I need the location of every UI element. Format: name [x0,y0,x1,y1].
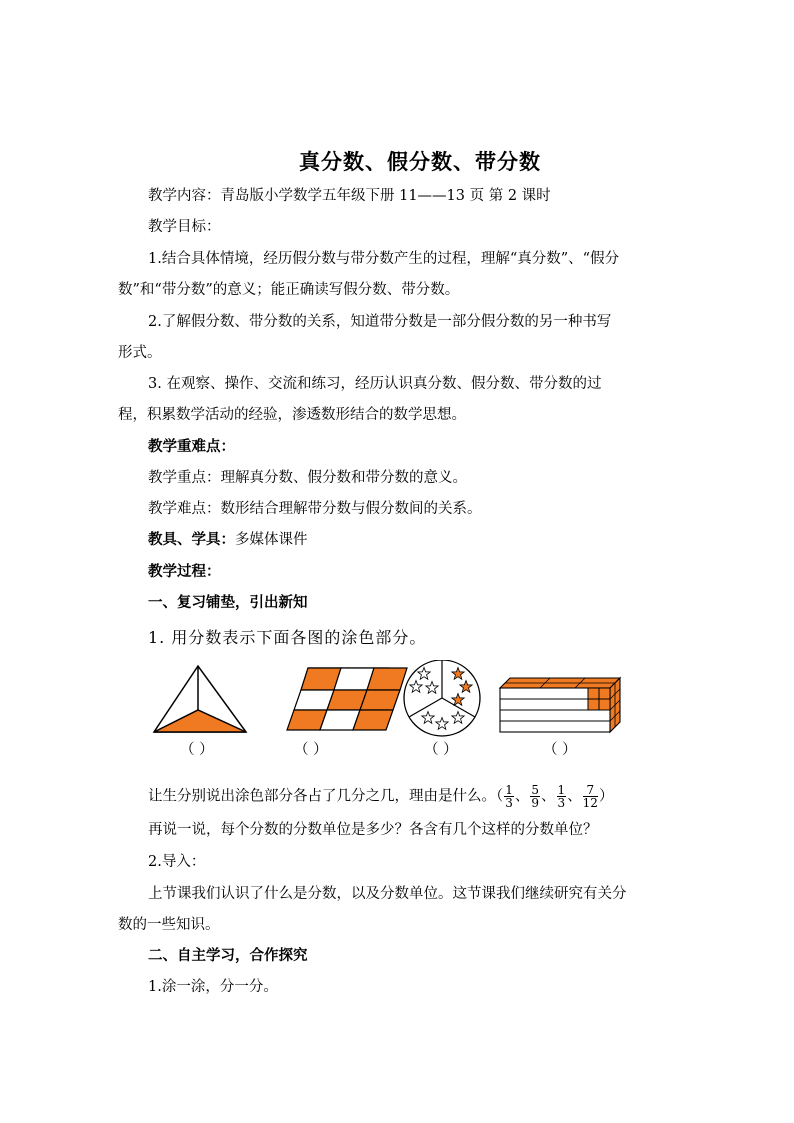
objective-1-line-1: 1.结合具体情境，经历假分数与带分数产生的过程，理解“真分数”、“假分 [148,251,620,267]
teaching-content: 教学内容：青岛版小学数学五年级下册 11——13 页 第 2 课时 [148,188,551,204]
objective-3-line-1: 3. 在观察、操作、交流和练习，经历认识真分数、假分数、带分数的过 [148,376,602,392]
answer-blank-3[interactable]: （ ） [424,742,458,758]
process-heading: 教学过程： [148,564,221,580]
objective-2-line-2: 形式。 [118,345,162,361]
objective-1-line-2: 数”和“带分数”的意义；能正确读写假分数、带分数。 [118,282,460,298]
exercise-1: 1. 用分数表示下面各图的涂色部分。 [148,628,427,647]
answer-blank-2[interactable]: （ ） [294,742,328,758]
tools-heading: 教具、学具： [148,532,235,548]
section-1-heading: 一、复习铺垫，引出新知 [148,595,308,611]
circle-figure [404,660,480,736]
fraction-3-numerator: 1 [557,783,566,797]
explain-text: 让生分别说出涂色部分各占了几分之几，理由是什么。 [148,788,496,805]
key-points-heading: 教学重难点： [148,439,235,455]
intro-line-1: 上节课我们认识了什么是分数，以及分数单位。这节课我们继续研究有关分 [148,886,627,902]
parallelogram-grid [287,668,407,730]
key-point: 教学重点：理解真分数、假分数和带分数的意义。 [148,470,467,486]
intro-heading: 2.导入： [148,854,206,870]
bars-figure [500,678,620,732]
answer-blank-4[interactable]: （ ） [543,742,577,758]
fraction-1-denominator: 3 [505,796,513,810]
difficult-point: 教学难点：数形结合理解带分数与假分数间的关系。 [148,501,482,517]
explain-line [148,784,613,809]
page-title: 真分数、假分数、带分数 [299,150,541,174]
fraction-3 [557,784,567,809]
paren-close: ） [598,788,614,805]
again-text: 再说一说，每个分数的分数单位是多少？各含有几个这样的分数单位？ [148,822,598,838]
triangle-figure [154,666,246,732]
tools-line [148,530,308,550]
intro-line-2: 数的一些知识。 [118,917,220,933]
fraction-2-denominator: 9 [531,796,540,810]
fraction-2-numerator: 5 [531,783,540,797]
fraction-2 [530,784,540,809]
fraction-3-denominator: 3 [557,796,566,810]
fraction-4 [583,784,598,809]
section-2-heading: 二、自主学习，合作探究 [148,948,308,964]
fraction-1 [504,784,514,809]
objective-2-line-1: 2.了解假分数、带分数的关系，知道带分数是一部分假分数的另一种书写 [148,314,612,330]
fraction-sep: 、 [514,788,530,805]
fraction-1-numerator: 1 [505,783,513,797]
fraction-4-numerator: 7 [583,784,598,797]
objective-3-line-2: 程，积累数学活动的经验，渗透数形结合的数学思想。 [118,407,466,423]
answer-blank-1[interactable]: （ ） [180,742,214,758]
paren-open: （ [496,788,504,805]
fraction-sep: 、 [567,788,582,805]
objectives-heading: 教学目标： [148,219,221,235]
fraction-4-denominator: 12 [582,796,598,810]
activity-1: 1.涂一涂，分一分。 [148,979,278,995]
tools-value: 多媒体课件 [235,532,308,548]
fraction-sep: 、 [541,788,556,805]
